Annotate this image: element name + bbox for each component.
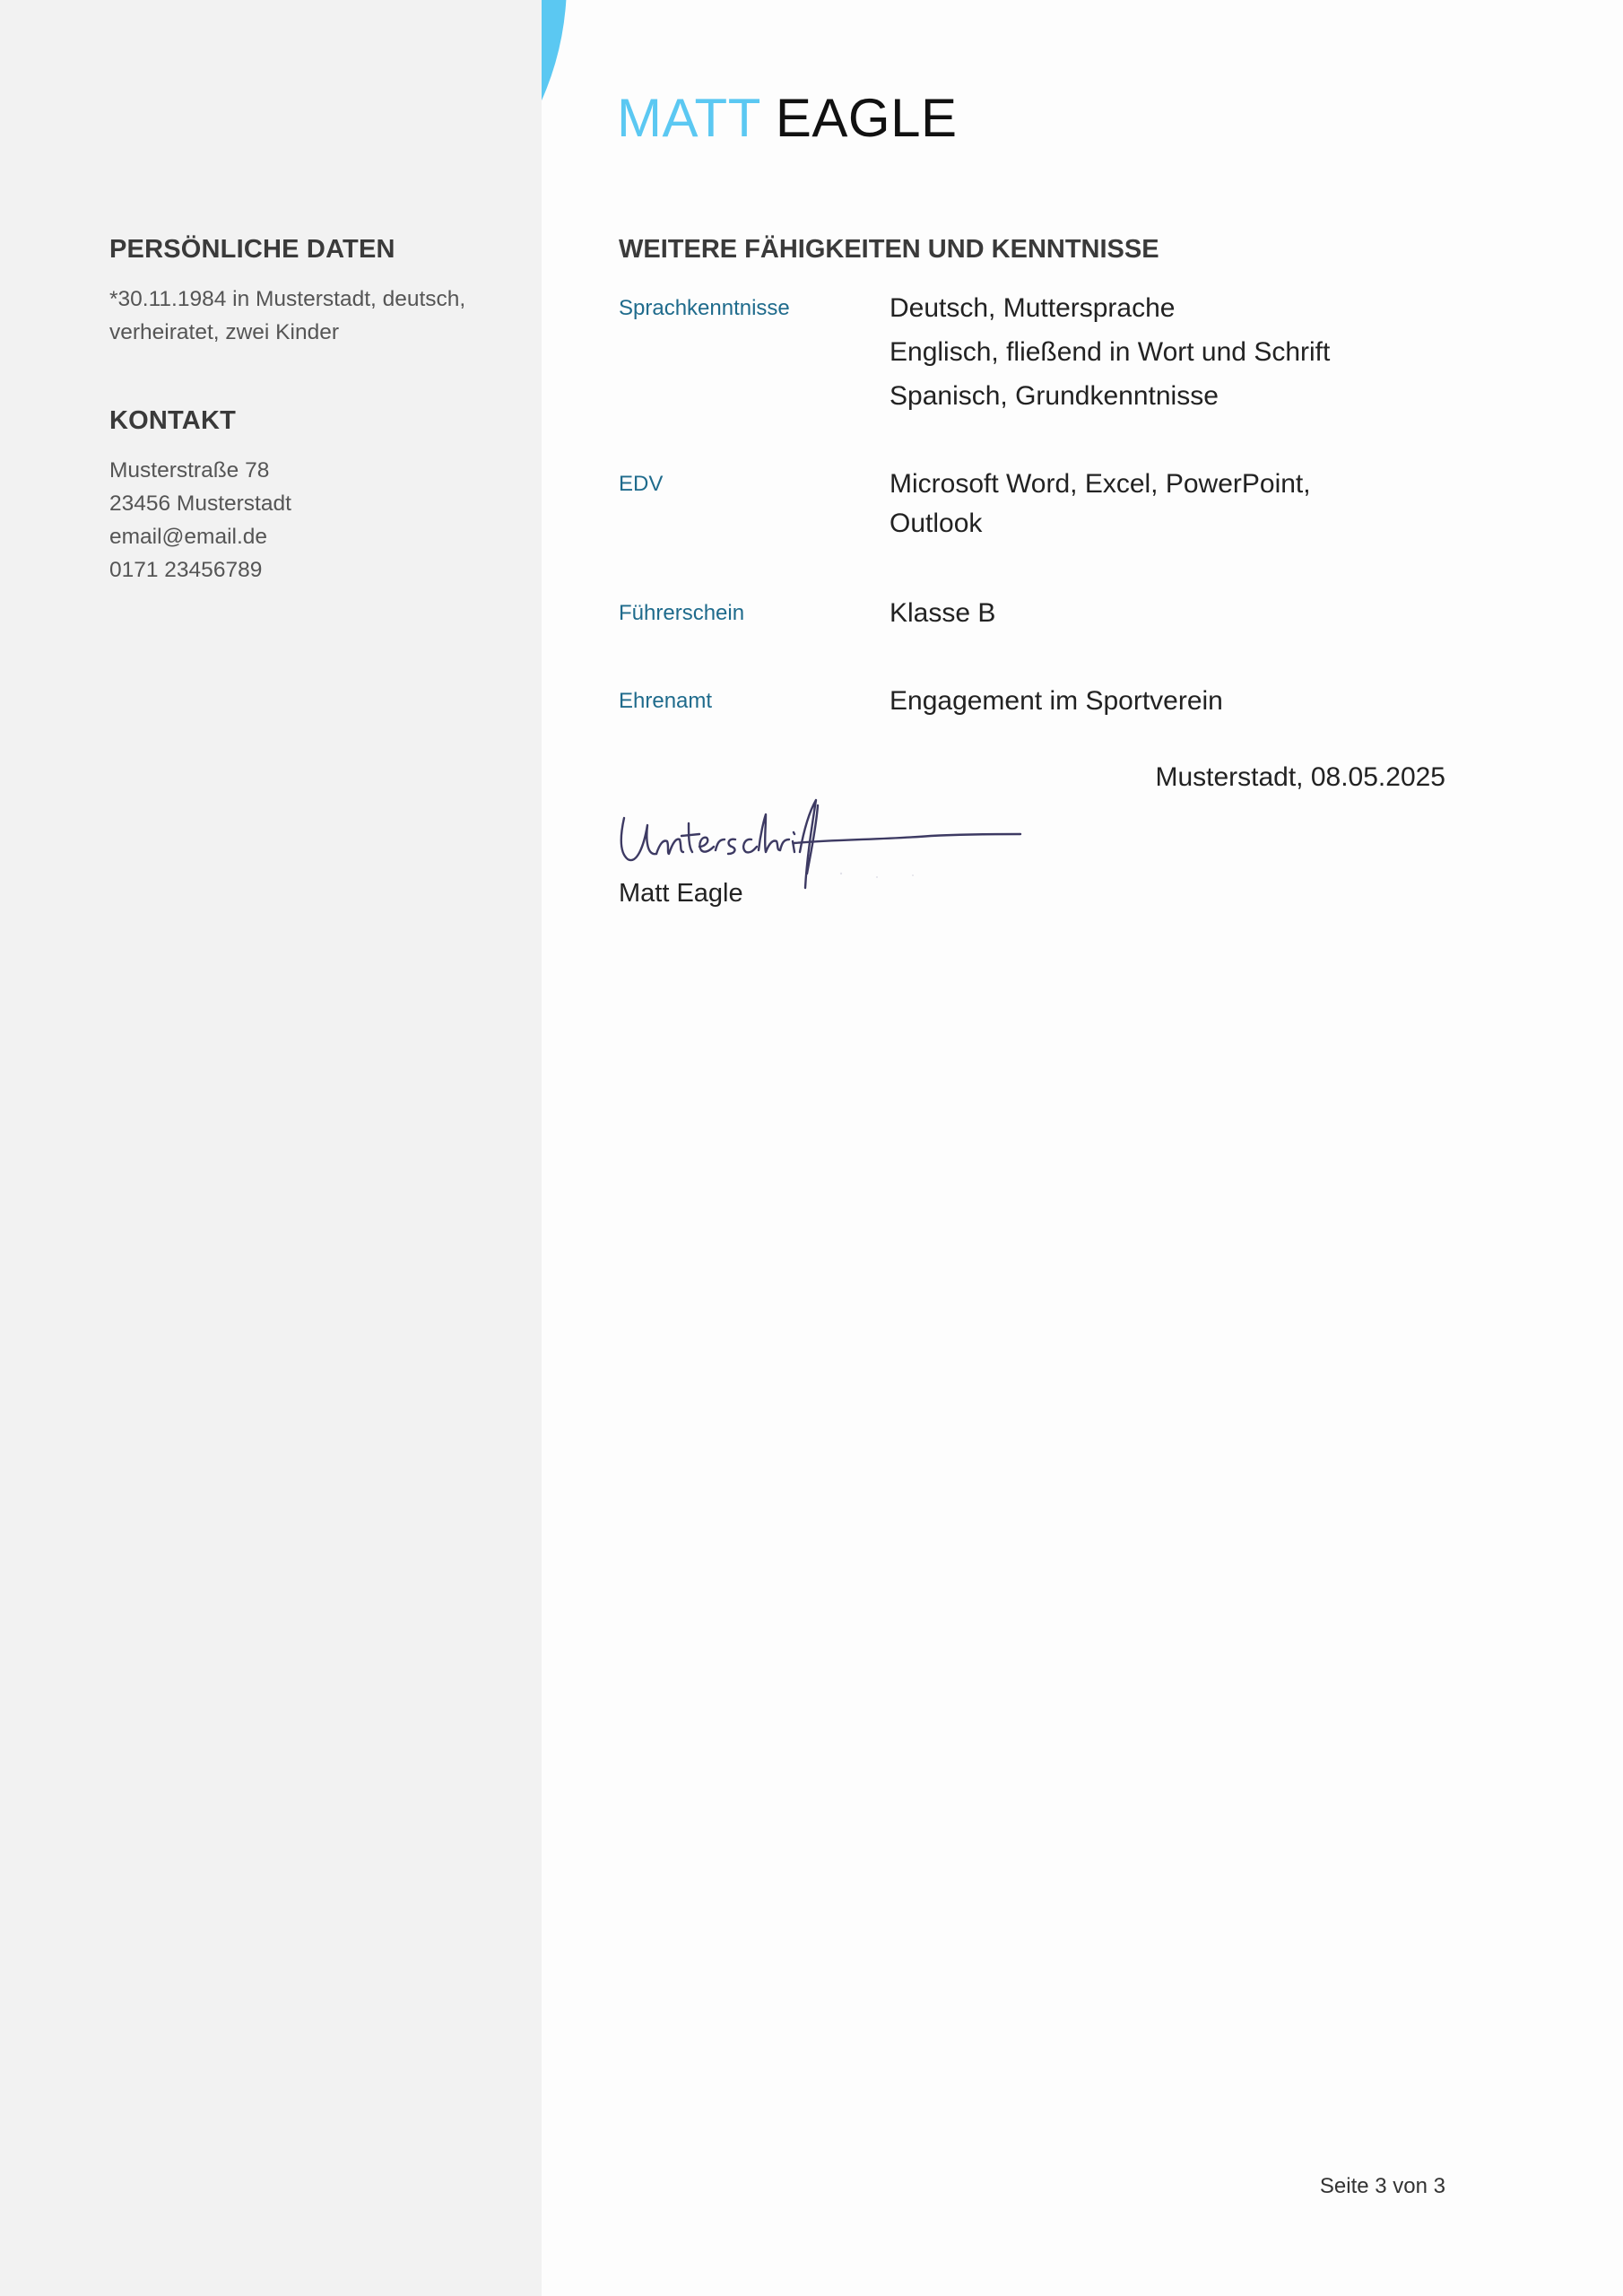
candidate-name <box>617 86 957 151</box>
skill-value: Klasse B <box>890 598 996 628</box>
skill-values <box>890 594 1392 638</box>
place-date: Musterstadt, 08.05.2025 <box>1155 762 1445 792</box>
personal-data-section <box>109 235 504 349</box>
skill-value: Englisch, fließend in Wort und Schrift <box>890 337 1331 367</box>
page-number: Seite 3 von 3 <box>1319 2174 1445 2198</box>
skill-value: Deutsch, Muttersprache <box>890 293 1176 323</box>
skill-label: Sprachkenntnisse <box>619 296 790 320</box>
signer-name: Matt Eagle <box>619 879 743 908</box>
contact-text <box>109 454 504 587</box>
personal-data-line: *30.11.1984 in Musterstadt, deutsch, <box>109 287 466 311</box>
personal-data-text <box>109 283 504 349</box>
accent-arc-shape <box>542 0 567 260</box>
contact-heading: KONTAKT <box>109 406 237 435</box>
personal-data-heading: PERSÖNLICHE DATEN <box>109 235 395 264</box>
personal-data-line: verheiratet, zwei Kinder <box>109 320 340 344</box>
skill-values <box>890 465 1356 548</box>
skill-values <box>890 289 1392 421</box>
skill-values <box>890 682 1392 726</box>
contact-street: Musterstraße 78 <box>109 458 270 483</box>
contact-city: 23456 Musterstadt <box>109 491 291 516</box>
skill-label: Führerschein <box>619 601 745 625</box>
skill-label: Ehrenamt <box>619 689 713 713</box>
skill-label: EDV <box>619 472 664 496</box>
skill-value: Spanisch, Grundkenntnisse <box>890 381 1219 411</box>
first-name: MATT <box>617 88 761 148</box>
skill-value: Microsoft Word, Excel, PowerPoint, Outlook <box>890 469 1311 538</box>
contact-section <box>109 406 504 587</box>
contact-phone: 0171 23456789 <box>109 558 263 582</box>
last-name: EAGLE <box>775 88 958 148</box>
contact-email: email@email.de <box>109 525 268 549</box>
accent-arc <box>542 0 567 260</box>
skill-value: Engagement im Sportverein <box>890 686 1223 716</box>
skills-heading: WEITERE FÄHIGKEITEN UND KENNTNISSE <box>619 235 1159 264</box>
